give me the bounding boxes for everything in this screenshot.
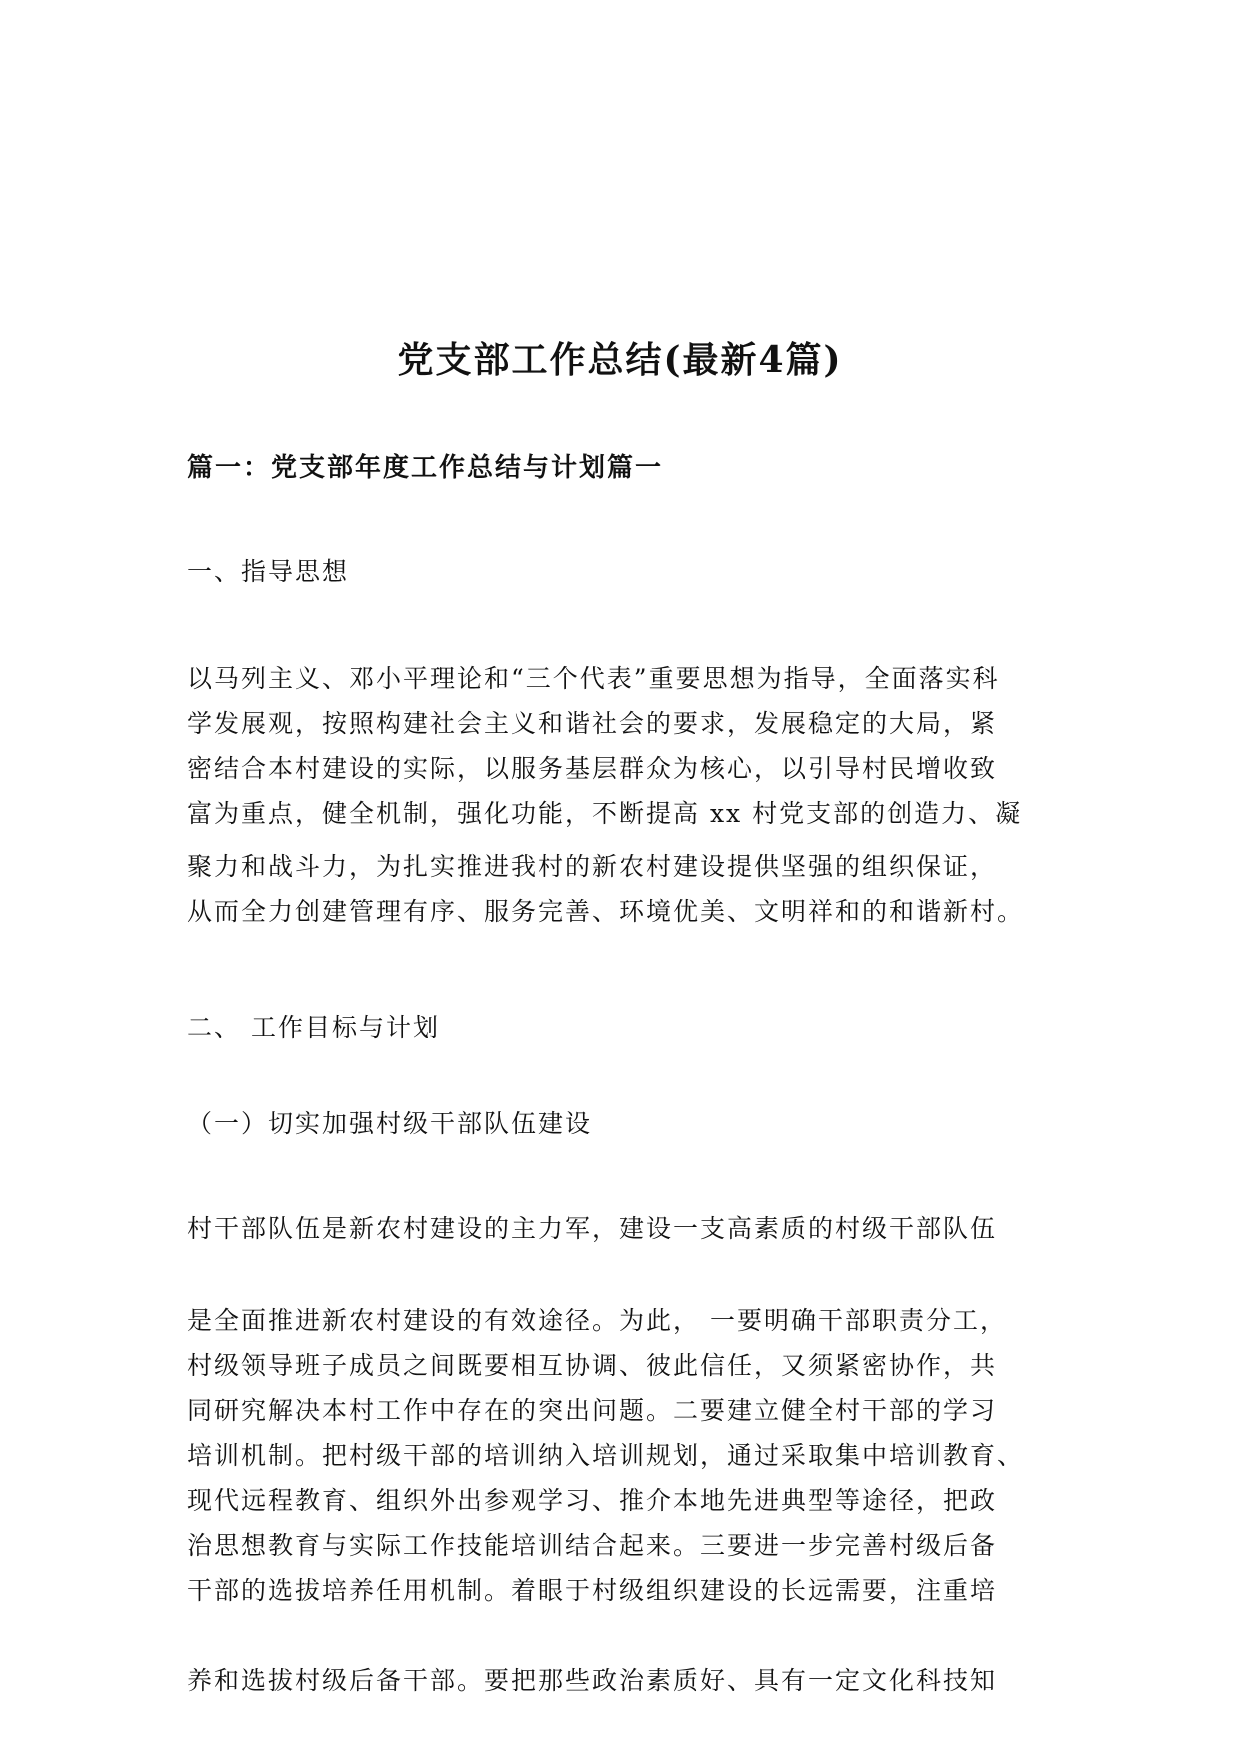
- paragraph-line: 密结合本村建设的实际，以服务基层群众为核心，以引导村民增收致: [187, 754, 998, 783]
- paragraph-line: 村级领导班子成员之间既要相互协调、彼此信任，又须紧密协作，共: [187, 1351, 998, 1380]
- paragraph-line: 同研究解决本村工作中存在的突出问题。二要建立健全村干部的学习: [187, 1396, 998, 1425]
- chapter-heading: 篇一：党支部年度工作总结与计划篇一: [187, 453, 664, 483]
- paragraph-line: 从而全力创建管理有序、服务完善、环境优美、文明祥和的和谐新村。: [187, 897, 1025, 926]
- paragraph-line: 以马列主义、邓小平理论和“三个代表”重要思想为指导，全面落实科: [187, 664, 1000, 693]
- document-title: 党支部工作总结(最新4篇): [397, 339, 843, 381]
- paragraph-line: 是全面推进新农村建设的有效途径。为此， 一要明确干部职责分工，: [187, 1306, 1007, 1335]
- subsection-heading: （一）切实加强村级干部队伍建设: [187, 1109, 593, 1138]
- paragraph-line: 学发展观，按照构建社会主义和谐社会的要求，发展稳定的大局，紧: [187, 709, 998, 738]
- paragraph-line: 养和选拔村级后备干部。要把那些政治素质好、具有一定文化科技知: [187, 1666, 998, 1695]
- paragraph-line: 治思想教育与实际工作技能培训结合起来。三要进一步完善村级后备: [187, 1531, 998, 1560]
- paragraph-line: 村干部队伍是新农村建设的主力军，建设一支高素质的村级干部队伍: [187, 1214, 998, 1243]
- paragraph-line: 干部的选拔培养任用机制。着眼于村级组织建设的长远需要，注重培: [187, 1576, 998, 1605]
- section-heading: 二、 工作目标与计划: [187, 1013, 440, 1042]
- paragraph-line: 聚力和战斗力，为扎实推进我村的新农村建设提供坚强的组织保证，: [187, 852, 998, 881]
- paragraph-line: 培训机制。把村级干部的培训纳入培训规划，通过采取集中培训教育、: [187, 1441, 1025, 1470]
- section-heading: 一、指导思想: [187, 557, 350, 586]
- paragraph-line: 富为重点，健全机制，强化功能，不断提高 xx 村党支部的创造力、凝: [187, 799, 1023, 828]
- paragraph-line: 现代远程教育、组织外出参观学习、推介本地先进典型等途径，把政: [187, 1486, 998, 1515]
